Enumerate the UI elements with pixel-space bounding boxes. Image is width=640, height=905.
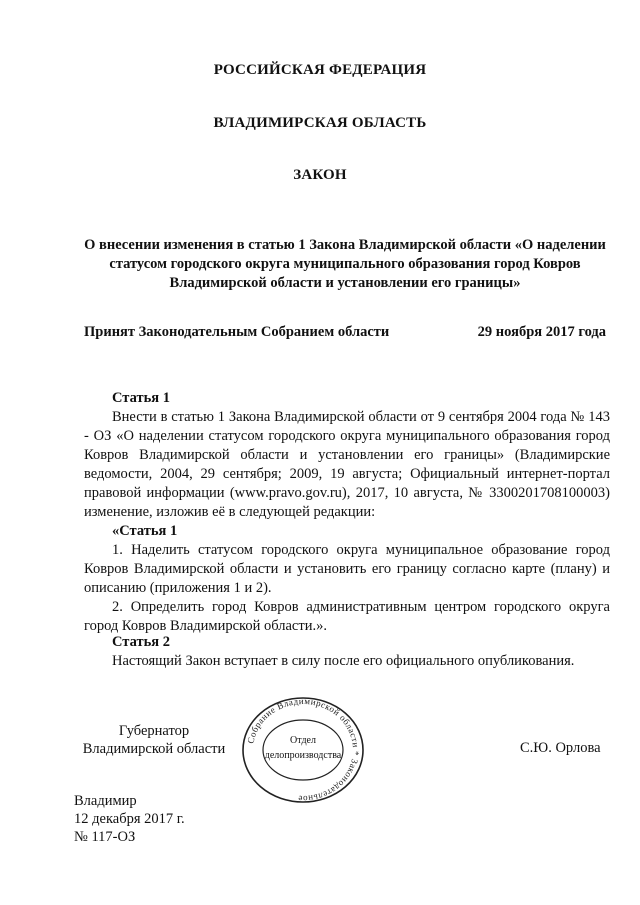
- adoption-text: Принят Законодательным Собранием области: [84, 324, 390, 340]
- law-number: № 117-ОЗ: [74, 829, 136, 845]
- stamp-ring-text: Собрание Владимирской области * Законодательное: [245, 695, 362, 805]
- signing-date: 12 декабря 2017 г.: [74, 811, 185, 827]
- official-stamp: [238, 695, 368, 805]
- adoption-line: [84, 324, 606, 341]
- article-2: [84, 633, 610, 671]
- stamp-center-line-1: Отдел: [290, 735, 316, 746]
- article-1-quoted-heading: «Статья 1: [112, 523, 178, 539]
- article-1-heading: Статья 1: [112, 390, 170, 406]
- signatory-name: С.Ю. Орлова: [520, 740, 601, 756]
- adoption-date: 29 ноября 2017 года: [477, 324, 606, 340]
- document-type-heading: ЗАКОН: [293, 167, 347, 183]
- signatory-title-line-1: Губернатор: [118, 723, 190, 739]
- country-heading: РОССИЙСКАЯ ФЕДЕРАЦИЯ: [213, 62, 427, 78]
- stamp-center-text: [238, 733, 368, 763]
- stamp-center-line-2: делопроизводства: [264, 750, 342, 761]
- article-1-item-2: 2. Определить город Ковров административным центром городского округа город Ковров Владимирской области.».: [84, 599, 610, 634]
- article-1-item-1: 1. Наделить статусом городского округа муниципальное образование город Ковров Владимирской области и установить его границу согласно карте (плану) и описанию (приложения 1 и 2).: [84, 542, 610, 596]
- article-1: [84, 389, 610, 636]
- signing-details: [74, 792, 185, 846]
- law-title: О внесении изменения в статью 1 Закона Владимирской области «О наделении статусом городского округа муниципального образования город Ковров Владимирской области и установлении его границы»: [84, 237, 606, 291]
- signing-city: Владимир: [74, 793, 137, 809]
- article-2-heading: Статья 2: [112, 634, 170, 650]
- article-1-paragraph: Внести в статью 1 Закона Владимирской области от 9 сентября 2004 года № 143 - ОЗ «О наделении статусом городского округа муниципального образования город Ковров Владимирской области и установлении его границы» (Владимирские ведомости, 2004, 29 сентября; 2009, 19 августа; Официальный интернет-портал правовой информации (www.pravo.gov.ru), 2017, 10 августа, № 3300201708100003) изменение, изложив её в следующей редакции:: [84, 409, 610, 520]
- signatory-title: [74, 722, 234, 758]
- article-2-paragraph: Настоящий Закон вступает в силу после его официального опубликования.: [112, 653, 575, 669]
- signatory-title-line-2: Владимирской области: [82, 741, 226, 757]
- region-heading: ВЛАДИМИРСКАЯ ОБЛАСТЬ: [213, 115, 427, 131]
